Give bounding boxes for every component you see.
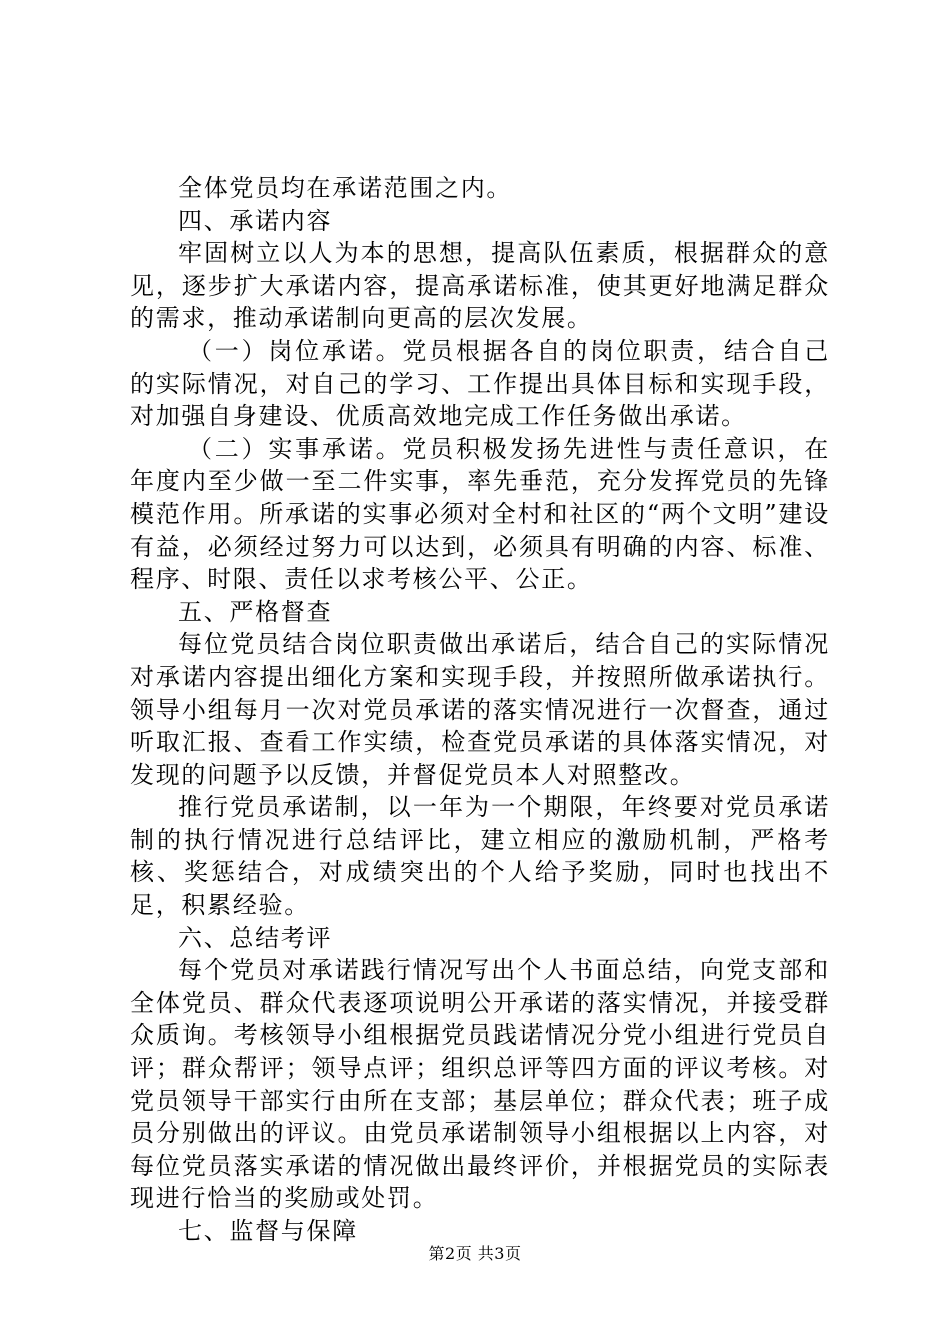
- paragraph-summary-assessment: 每个党员对承诺践行情况写出个人书面总结，向党支部和全体党员、群众代表逐项说明公开承诺的落实情况，并接受群众质询。考核领导小组根据党员践诺情况分党小组进行党员自评；群众帮评；领导点评；组织总评等四方面的评议考核。对党员领导干部实行由所在支部；基层单位；群众代表；班子成员分别做出的评议。由党员承诺制领导小组根据以上内容，对每位党员落实承诺的情况做出最终评价，并根据党员的实际表现进行恰当的奖励或处罚。: [130, 956, 830, 1213]
- heading-strict-supervision: 五、严格督查: [178, 597, 333, 626]
- heading-summary-assessment: 六、总结考评: [178, 923, 333, 952]
- paragraph-practical-commitment: （二）实事承诺。党员积极发扬先进性与责任意识，在年度内至少做一至二件实事，率先垂范，充分发挥党员的先锋模范作用。所承诺的实事必须对全村和社区的“两个文明”建设有益，必须经过努力可以达到，必须具有明确的内容、标准、程序、时限、责任以求考核公平、公正。: [130, 434, 830, 594]
- paragraph-scope: 全体党员均在承诺范围之内。: [178, 174, 513, 202]
- page-number-footer: 第2页 共3页: [428, 1244, 522, 1263]
- paragraph-post-commitment: （一）岗位承诺。党员根据各自的岗位职责，结合自己的实际情况，对自己的学习、工作提出具体目标和实现手段，对加强自身建设、优质高效地完成工作任务做出承诺。: [130, 336, 830, 431]
- paragraph-annual-evaluation: 推行党员承诺制，以一年为一个期限，年终要对党员承诺制的执行情况进行总结评比，建立相应的激励机制，严格考核、奖惩结合，对成绩突出的个人给予奖励，同时也找出不足，积累经验。: [130, 793, 830, 920]
- paragraph-commitment-content: 牢固树立以人为本的思想，提高队伍素质，根据群众的意见，逐步扩大承诺内容，提高承诺标准，使其更好地满足群众的需求，推动承诺制向更高的层次发展。: [130, 239, 830, 333]
- heading-oversight-guarantee: 七、监督与保障: [178, 1217, 358, 1245]
- heading-commitment-content: 四、承诺内容: [178, 206, 333, 235]
- document-body: [130, 172, 830, 1248]
- paragraph-supervision-process: 每位党员结合岗位职责做出承诺后，结合自己的实际情况对承诺内容提出细化方案和实现手段，并按照所做承诺执行。领导小组每月一次对党员承诺的落实情况进行一次督查，通过听取汇报、查看工作实绩，检查党员承诺的具体落实情况，对发现的问题予以反馈，并督促党员本人对照整改。: [130, 630, 830, 789]
